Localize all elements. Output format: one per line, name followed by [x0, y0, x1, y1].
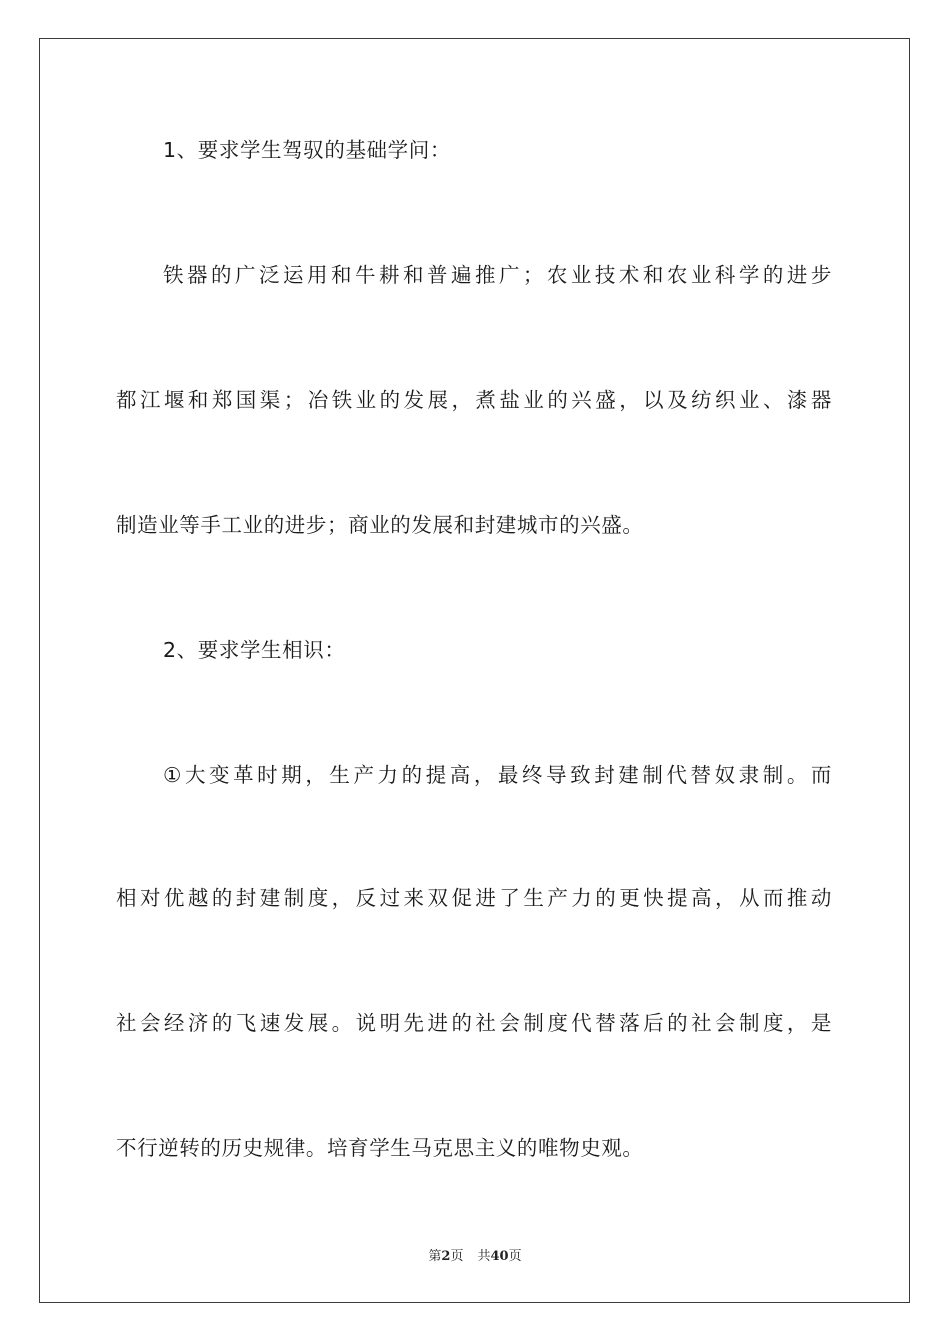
paragraph-line: ①大变革时期，生产力的提高，最终导致封建制代替奴隶制。而 [163, 763, 832, 787]
page-number: 2 [441, 1249, 451, 1264]
total-prefix: 共 [477, 1249, 491, 1264]
paragraph-line: 都江堰和郑国渠；冶铁业的发展，煮盐业的兴盛，以及纺织业、漆器 [116, 388, 832, 412]
heading-understanding: 2、要求学生相识： [163, 638, 346, 662]
page-prefix: 第 [428, 1249, 442, 1264]
paragraph-line: 铁器的广泛运用和牛耕和普遍推广；农业技术和农业科学的进步 [163, 263, 832, 287]
total-pages: 40 [490, 1249, 509, 1264]
total-suffix: 页 [508, 1249, 522, 1264]
paragraph-line: 相对优越的封建制度，反过来双促进了生产力的更快提高，从而推动 [116, 886, 832, 910]
page-footer [0, 1248, 950, 1266]
page-border [39, 38, 910, 1303]
paragraph-line: 社会经济的飞速发展。说明先进的社会制度代替落后的社会制度，是 [116, 1011, 832, 1035]
paragraph-line: 制造业等手工业的进步；商业的发展和封建城市的兴盛。 [116, 513, 644, 537]
paragraph-line: 不行逆转的历史规律。培育学生马克思主义的唯物史观。 [116, 1136, 644, 1160]
page-suffix: 页 [450, 1249, 464, 1264]
heading-basic-knowledge: 1、要求学生驾驭的基础学问： [163, 138, 451, 162]
